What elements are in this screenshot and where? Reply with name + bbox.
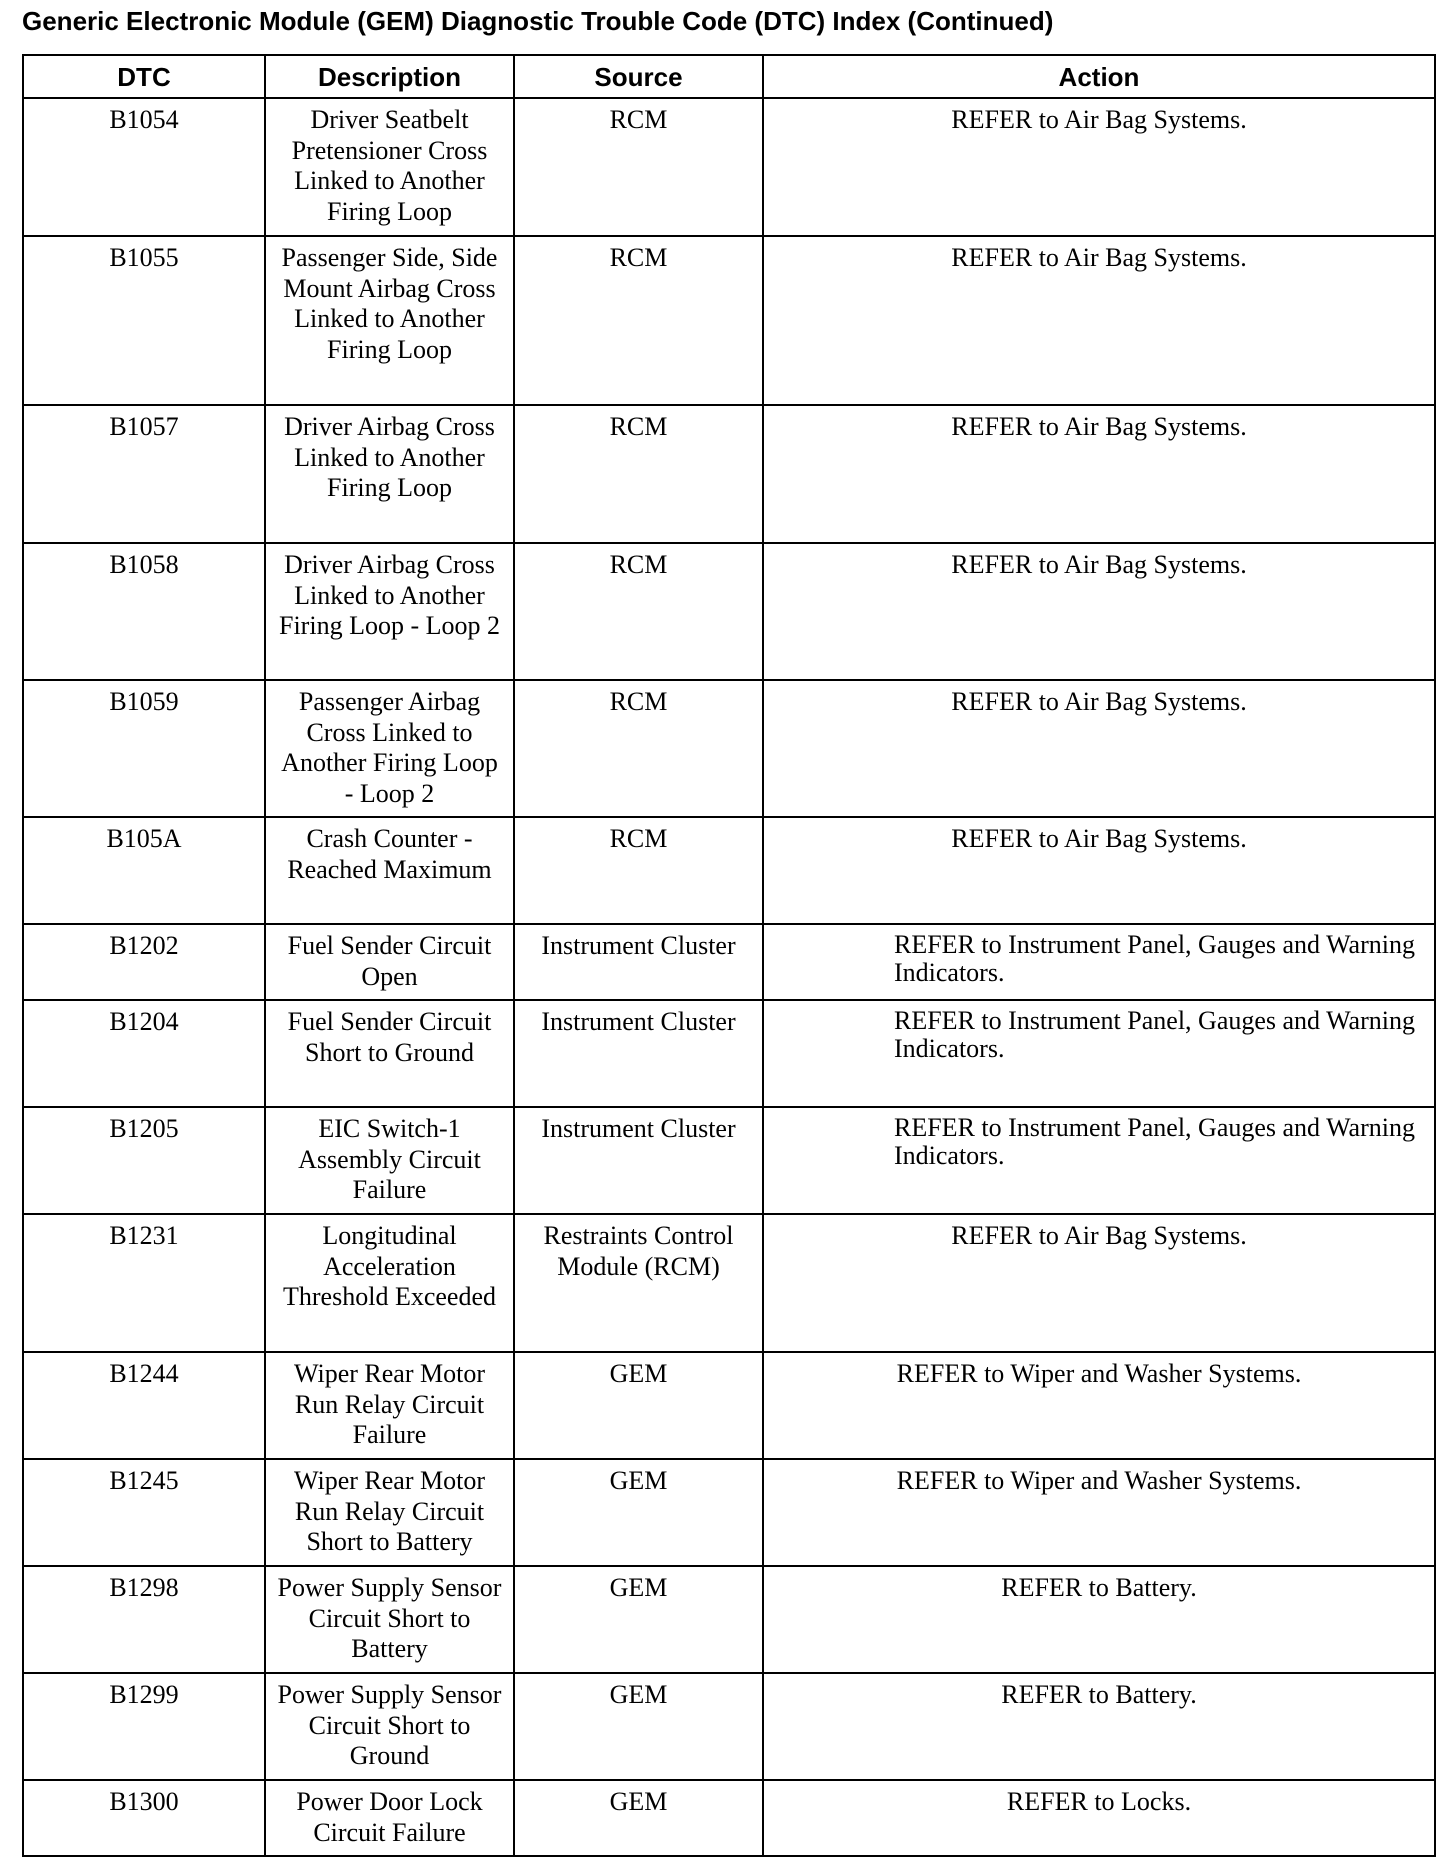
dtc-code: B1204 xyxy=(23,1000,265,1107)
table-row xyxy=(23,1566,1435,1673)
table-row xyxy=(23,1780,1435,1856)
table-row xyxy=(23,1673,1435,1780)
dtc-description: Fuel Sender Circuit Short to Ground xyxy=(265,1000,514,1107)
dtc-code: B1055 xyxy=(23,236,265,405)
dtc-code: B1298 xyxy=(23,1566,265,1673)
dtc-action: REFER to Battery. xyxy=(763,1673,1435,1780)
table-row xyxy=(23,680,1435,817)
dtc-description: Crash Counter - Reached Maximum xyxy=(265,817,514,924)
dtc-code: B1299 xyxy=(23,1673,265,1780)
dtc-source: RCM xyxy=(514,236,763,405)
dtc-action: REFER to Air Bag Systems. xyxy=(763,680,1435,817)
dtc-source: RCM xyxy=(514,680,763,817)
dtc-code: B1054 xyxy=(23,98,265,236)
dtc-description: Power Door Lock Circuit Failure xyxy=(265,1780,514,1856)
dtc-code: B1231 xyxy=(23,1214,265,1352)
dtc-description: Power Supply Sensor Circuit Short to Ground xyxy=(265,1673,514,1780)
column-header-description: Description xyxy=(265,55,514,98)
dtc-action: REFER to Air Bag Systems. xyxy=(763,817,1435,924)
table-row xyxy=(23,236,1435,405)
dtc-code: B1205 xyxy=(23,1107,265,1214)
dtc-description: Driver Airbag Cross Linked to Another Firing Loop - Loop 2 xyxy=(265,543,514,680)
dtc-source: RCM xyxy=(514,817,763,924)
table-row xyxy=(23,98,1435,236)
table-row xyxy=(23,817,1435,924)
dtc-source: RCM xyxy=(514,98,763,236)
dtc-action: REFER to Air Bag Systems. xyxy=(763,236,1435,405)
dtc-description: Longitudinal Acceleration Threshold Exceeded xyxy=(265,1214,514,1352)
dtc-action: REFER to Air Bag Systems. xyxy=(763,405,1435,543)
dtc-action: REFER to Air Bag Systems. xyxy=(763,1214,1435,1352)
dtc-source: RCM xyxy=(514,543,763,680)
dtc-source: GEM xyxy=(514,1673,763,1780)
dtc-action: REFER to Air Bag Systems. xyxy=(763,98,1435,236)
dtc-action: REFER to Wiper and Washer Systems. xyxy=(763,1352,1435,1459)
table-row xyxy=(23,543,1435,680)
dtc-code: B1059 xyxy=(23,680,265,817)
dtc-source: RCM xyxy=(514,405,763,543)
table-row xyxy=(23,1214,1435,1352)
dtc-description: Wiper Rear Motor Run Relay Circuit Short to Battery xyxy=(265,1459,514,1566)
dtc-description: Passenger Airbag Cross Linked to Another Firing Loop - Loop 2 xyxy=(265,680,514,817)
dtc-source: Instrument Cluster xyxy=(514,1107,763,1214)
dtc-description: Power Supply Sensor Circuit Short to Battery xyxy=(265,1566,514,1673)
dtc-index-table xyxy=(22,54,1436,1857)
page-title: Generic Electronic Module (GEM) Diagnostic Trouble Code (DTC) Index (Continued) xyxy=(22,6,1054,36)
dtc-code: B1244 xyxy=(23,1352,265,1459)
table-row xyxy=(23,1459,1435,1566)
dtc-source: GEM xyxy=(514,1780,763,1856)
dtc-action: REFER to Instrument Panel, Gauges and Warning Indicators. xyxy=(763,1000,1435,1107)
dtc-description: Passenger Side, Side Mount Airbag Cross Linked to Another Firing Loop xyxy=(265,236,514,405)
column-header-source: Source xyxy=(514,55,763,98)
table-row xyxy=(23,1352,1435,1459)
dtc-source: Restraints Control Module (RCM) xyxy=(514,1214,763,1352)
dtc-action: REFER to Battery. xyxy=(763,1566,1435,1673)
table-row xyxy=(23,1107,1435,1214)
dtc-action: REFER to Instrument Panel, Gauges and Warning Indicators. xyxy=(763,1107,1435,1214)
dtc-source: Instrument Cluster xyxy=(514,1000,763,1107)
dtc-source: GEM xyxy=(514,1352,763,1459)
dtc-description: Driver Airbag Cross Linked to Another Firing Loop xyxy=(265,405,514,543)
dtc-action: REFER to Air Bag Systems. xyxy=(763,543,1435,680)
dtc-description: EIC Switch-1 Assembly Circuit Failure xyxy=(265,1107,514,1214)
table-header-row xyxy=(23,55,1435,98)
dtc-code: B1245 xyxy=(23,1459,265,1566)
column-header-dtc: DTC xyxy=(23,55,265,98)
dtc-code: B1057 xyxy=(23,405,265,543)
dtc-action: REFER to Instrument Panel, Gauges and Warning Indicators. xyxy=(763,924,1435,1000)
dtc-code: B1300 xyxy=(23,1780,265,1856)
dtc-description: Driver Seatbelt Pretensioner Cross Linked to Another Firing Loop xyxy=(265,98,514,236)
dtc-description: Fuel Sender Circuit Open xyxy=(265,924,514,1000)
table-row xyxy=(23,1000,1435,1107)
table-row xyxy=(23,924,1435,1000)
dtc-action: REFER to Locks. xyxy=(763,1780,1435,1856)
dtc-code: B1202 xyxy=(23,924,265,1000)
dtc-source: Instrument Cluster xyxy=(514,924,763,1000)
dtc-source: GEM xyxy=(514,1566,763,1673)
dtc-action: REFER to Wiper and Washer Systems. xyxy=(763,1459,1435,1566)
column-header-action: Action xyxy=(763,55,1435,98)
dtc-source: GEM xyxy=(514,1459,763,1566)
dtc-code: B1058 xyxy=(23,543,265,680)
table-row xyxy=(23,405,1435,543)
dtc-description: Wiper Rear Motor Run Relay Circuit Failure xyxy=(265,1352,514,1459)
dtc-code: B105A xyxy=(23,817,265,924)
